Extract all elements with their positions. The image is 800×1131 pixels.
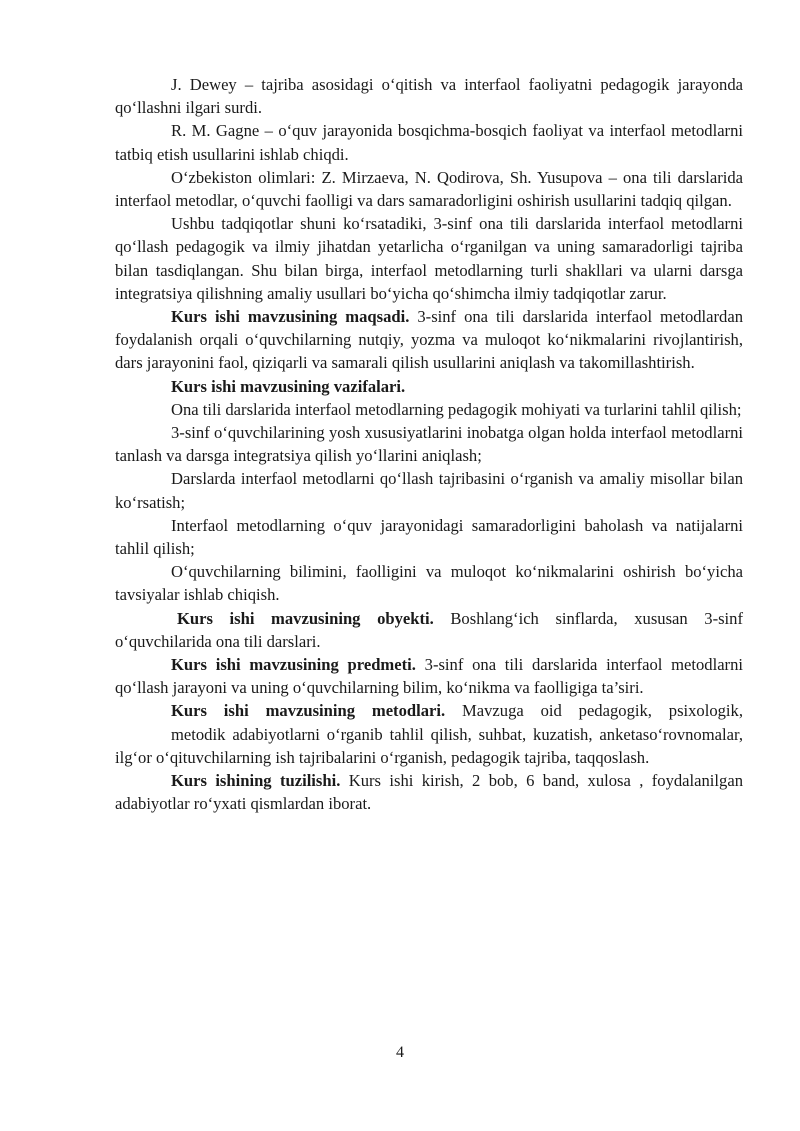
paragraph-text: J. Dewey – tajriba asosidagi o‘qitish va interfaol faoliyatni pedagogik jarayonda qo‘llashni ilgari surdi. <box>115 75 743 118</box>
paragraph-gagne <box>115 119 743 165</box>
paragraph-text: Mavzuga oid pedagogik, psixologik, <box>445 701 743 721</box>
paragraph-task-5 <box>115 560 743 606</box>
structure-heading: Kurs ishining tuzilishi. <box>171 771 341 791</box>
methods-heading: Kurs ishi mavzusining metodlari. <box>171 701 446 721</box>
paragraph-text: R. M. Gagne – o‘quv jarayonida bosqichma-bosqich faoliyat va interfaol metodlarni tatbiq etish usullarini ishlab chiqdi. <box>115 121 743 164</box>
paragraph-dewey <box>115 73 743 119</box>
paragraph-task-4 <box>115 514 743 560</box>
paragraph-structure <box>115 769 743 815</box>
paragraph-goal <box>115 305 743 375</box>
paragraph-text: Ona tili darslarida interfaol metodlarning pedagogik mohiyati va turlarini tahlil qilish; <box>171 399 742 419</box>
paragraph-text: Darslarda interfaol metodlarni qo‘llash tajribasini o‘rganish va amaliy misollar bilan ko‘rsatish; <box>115 469 743 512</box>
paragraph-text: Ushbu tadqiqotlar shuni ko‘rsatadiki, 3-sinf ona tili darslarida interfaol metodlarni qo‘llash pedagogik va ilmiy jihatdan yetarlicha o‘rganilgan va uning samaradorligi tajriba bilan tasdiqlangan. Shu bilan birga, interfaol metodlarning turli shakllari va ularni darsga integratsiya qilishning amaliy usullari bo‘yicha qo‘shimcha ilmiy tadqiqotlar zarur. <box>115 214 743 303</box>
paragraph-task-2 <box>115 421 743 467</box>
tasks-heading: Kurs ishi mavzusining vazifalari. <box>171 376 406 396</box>
paragraph-task-1 <box>115 398 743 421</box>
paragraph-text: 3-sinf ona tili darslarida interfaol metodlardan foydalanish orqali o‘quvchilarning nutqiy, yozma va muloqot ko‘nikmalarini rivojlantirish, dars jarayonini faol, qiziqarli va samarali qilish usullarini aniqlash va takomillashtirish. <box>115 307 743 373</box>
goal-heading: Kurs ishi mavzusining maqsadi. <box>171 307 410 327</box>
paragraph-tasks-heading <box>115 375 743 398</box>
paragraph-text: Kurs ishi kirish, 2 bob, 6 band, xulosa , foydalanilgan adabiyotlar ro‘yxati qismlardan iborat. <box>115 771 743 814</box>
object-heading: Kurs ishi mavzusining obyekti. <box>177 608 434 628</box>
paragraph-text: O‘zbekiston olimlari: Z. Mirzaeva, N. Qodirova, Sh. Yusupova – ona tili darslarida interfaol metodlar, o‘quvchi faolligi va dars samaradorligini oshirish usullarini tadqiq qilgan. <box>115 167 743 211</box>
subject-heading: Kurs ishi mavzusining predmeti. <box>171 655 416 675</box>
paragraph-text: Interfaol metodlarning o‘quv jarayonidagi samaradorligini baholash va natijalarni tahlil qilish; <box>115 515 743 559</box>
paragraph-research-summary <box>115 212 743 305</box>
paragraph-text: 3-sinf o‘quvchilarining yosh xususiyatlarini inobatga olgan holda interfaol metodlarni tanlash va darsga integratsiya qilish yo‘llarini aniqlash; <box>115 423 743 466</box>
paragraph-task-3 <box>115 467 743 513</box>
paragraph-object <box>115 607 743 653</box>
paragraph-text: Boshlang‘ich sinflarda, xususan 3-sinf o‘quvchilarida ona tili darslari. <box>115 608 743 651</box>
page-number: 4 <box>396 1044 404 1061</box>
page-body <box>115 73 743 816</box>
paragraph-text: O‘quvchilarning bilimini, faolligini va muloqot ko‘nikmalarini oshirish bo‘yicha tavsiyalar ishlab chiqish. <box>115 562 743 605</box>
paragraph-subject <box>115 653 743 699</box>
paragraph-uzbek-scholars <box>115 166 743 212</box>
paragraph-text: 3-sinf ona tili darslarida interfaol metodlarni qo‘llash jarayoni va uning o‘quvchilarning bilim, ko‘nikma va faolligiga ta’siri. <box>115 655 743 698</box>
paragraph-methods <box>115 699 743 722</box>
paragraph-methods-continued <box>115 723 743 769</box>
paragraph-text: metodik adabiyotlarni o‘rganib tahlil qilish, suhbat, kuzatish, anketaso‘rovnomalar, ilg‘or o‘qituvchilarning ish tajribalarini o‘rganish, pedagogik tajriba, taqqoslash. <box>115 724 743 767</box>
